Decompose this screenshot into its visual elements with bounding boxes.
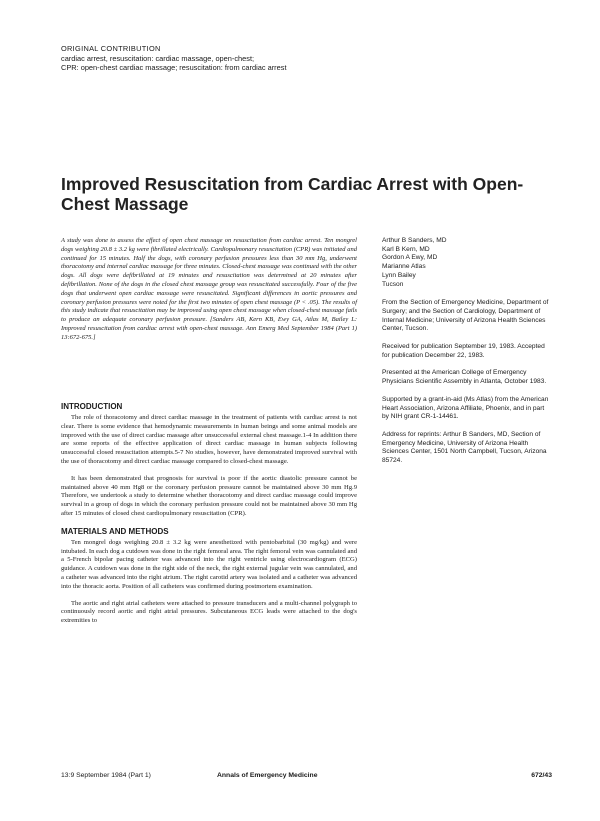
reprint-address-note: Address for reprints: Arthur B Sanders, MD, Section of Emergency Medicine, University of Arizona Health Sciences Center, 1501 North Campbell, Tucson, Arizona 85724. [382, 430, 547, 465]
body-paragraph: Ten mongrel dogs weighing 20.8 ± 3.2 kg were anesthetized with pentobarbital (30 mg/kg) and were intubated. In each dog a cutdown was done in the right femoral area. The right femoral vein was cannulated and a 5-French bipolar pacing catheter was advanced into the right ventricle using electrocardiogram (ECG) guidance. A cutdown was done in the right side of the neck, the right external jugular vein was cannulated, and a catheter was advanced into the right atrium. The right carotid artery was isolated and a catheter was advanced into the thoracic aorta. Position of all catheters was confirmed during postmortem examination. [61, 538, 357, 590]
received-note: Received for publication September 19, 1983. Accepted for publication December 22, 1983. [382, 343, 545, 359]
article-header [61, 44, 561, 73]
keywords-line-2: CPR: open-chest cardiac massage; resuscitation: from cardiac arrest [61, 63, 287, 73]
body-paragraph: The role of thoracotomy and direct cardiac massage in the treatment of patients with cardiac arrest is not clear. There is some evidence that hemodynamic measurements in human beings and some animal models are improved with the use of direct cardiac massage after unsuccessful external chest massage.1-4 In addition there are some reports of the effective application of direct cardiac massage in human subjects following unsuccessful closed resuscitation attempts.5-7 No studies, however, have demonstrated improved survival with the use of thoracotomy and direct cardiac massage compared to closed-chest massage. [61, 414, 357, 465]
author-name: Karl B Kern, MD [382, 245, 430, 253]
author-name: Gordon A Ewy, MD [382, 254, 438, 262]
author-name: Marianne Atlas [382, 263, 426, 271]
keywords-line-1: cardiac arrest, resuscitation: cardiac massage, open-chest; [61, 53, 255, 63]
author-list [382, 237, 552, 289]
article-title: Improved Resuscitation from Cardiac Arrest with Open-Chest Massage [61, 174, 524, 214]
support-note: Supported by a grant-in-aid (Ms Atlas) from the American Heart Association, Arizona Affiliate, Phoenix, and in part by NIH grant CR-1-14461. [382, 395, 549, 421]
issue-info: 13:9 September 1984 (Part 1) [61, 772, 151, 779]
author-name: Lynn Bailey [382, 271, 416, 279]
affiliation-note: From the Section of Emergency Medicine, Department of Surgery; and the Section of Cardiology, Department of Internal Medicine; University of Arizona Health Sciences Center, Tucson. [382, 299, 549, 333]
presented-note: Presented at the American College of Emergency Physicians Scientific Assembly in Atlanta, October 1983. [382, 369, 547, 386]
author-name: Arthur B Sanders, MD [382, 237, 447, 244]
page-number: 672/43 [531, 772, 552, 779]
author-sidebar [382, 237, 552, 475]
body-paragraph: The aortic and right atrial catheters were attached to pressure transducers and a multi-channel polygraph to continuously record aortic and right atrial pressures. Subcutaneous ECG leads were attached to the dog's extremities to [61, 599, 357, 625]
article-body [61, 402, 357, 634]
introduction-heading: INTRODUCTION [61, 402, 123, 411]
methods-heading: MATERIALS AND METHODS [61, 526, 169, 536]
journal-name: Annals of Emergency Medicine [217, 772, 318, 779]
body-paragraph: It has been demonstrated that prognosis for survival is poor if the aortic diastolic pressure cannot be maintained above 40 mm Hg8 or the coronary perfusion pressure cannot be maintained above 30 mm Hg.9 Therefore, we undertook a study to determine whether thoracotomy and direct cardiac massage could improve survival in a group of dogs in which the coronary perfusion pressure could not be maintained above 30 mm Hg after 15 minutes of closed chest cardiopulmonary resuscitation (CPR). [61, 474, 357, 517]
article-type: ORIGINAL CONTRIBUTION [61, 44, 161, 53]
abstract: A study was done to assess the effect of open chest massage on resuscitation from cardiac arrest. Ten mongrel dogs weighing 20.8 ± 3.2 kg were fibrillated electrically. Cardiopulmonary resuscitation (CPR) was initiated and continued for 15 minutes. Half the dogs, with coronary perfusion pressures less than 30 mm Hg, underwent thoracotomy and internal cardiac massage for three minutes. Closed-chest massage was continued with the other dogs. All dogs were defibrillated at 19 minutes and resuscitation was determined at 20 minutes after defibrillation. None of the dogs in the closed chest massage group was resuscitated successfully. Four of the five dogs that underwent open cardiac massage were resuscitated. Significant differences in aortic pressures and coronary perfusion pressures were noted for the first two minutes of open chest massage (P < .05). The results of this study indicate that resuscitation may be improved using open chest massage when closed-chest massage fails to produce an adequate coronary perfusion pressure. [Sanders AB, Kern KB, Ewy GA, Atlas M, Bailey L: Improved resuscitation from cardiac arrest with open-chest massage. Ann Emerg Med September 1984 (Part 1) 13:672-675.] [61, 237, 357, 341]
author-location: Tucson [382, 280, 404, 288]
